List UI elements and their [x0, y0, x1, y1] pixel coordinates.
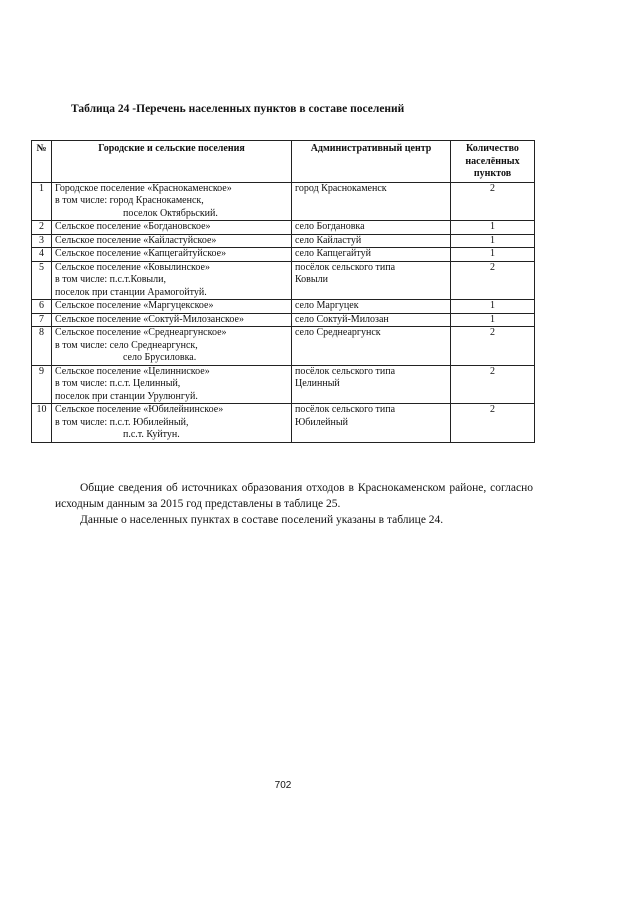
settlement-line: Сельское поселение «Капцегайтуйское»: [55, 248, 227, 259]
row-settlement: [52, 300, 292, 314]
settlements-table: [31, 140, 535, 443]
header-count: [451, 141, 535, 183]
header-center: Административный центр: [292, 141, 451, 183]
row-center: [292, 365, 451, 404]
table-row: [32, 234, 535, 248]
paragraph-waste-sources: Общие сведения об источниках образования отходов в Краснокаменском районе, согласно исходным данным за 2015 год представлены в таблице 25.: [55, 482, 533, 510]
row-num: 7: [32, 313, 52, 327]
center-line: город Краснокаменск: [295, 182, 387, 194]
row-count: 1: [451, 313, 535, 327]
row-settlement: [52, 404, 292, 443]
center-line: село Среднеаргунск: [295, 327, 381, 338]
row-count: 1: [451, 248, 535, 262]
row-count: 2: [451, 365, 535, 404]
settlement-line: в том числе: п.с.т.Ковыли,: [55, 274, 166, 285]
table-row: [32, 300, 535, 314]
row-settlement: [52, 248, 292, 262]
settlement-line: Городское поселение «Краснокаменское»: [55, 182, 232, 194]
settlement-line: Сельское поселение «Юбилейнинское»: [55, 404, 224, 415]
row-center: [292, 221, 451, 235]
settlement-line: Сельское поселение «Богдановское»: [55, 221, 211, 232]
row-count: 2: [451, 327, 535, 366]
table-header-row: [32, 141, 535, 183]
settlement-line: в том числе: п.с.т. Юбилейный,: [55, 416, 189, 428]
settlement-line: Сельское поселение «Целинниское»: [55, 365, 210, 377]
row-settlement: [52, 365, 292, 404]
center-line: посёлок сельского типа: [295, 404, 396, 415]
center-line: Целинный: [295, 378, 340, 389]
table-row: [32, 261, 535, 300]
center-line: село Богдановка: [295, 221, 365, 232]
row-center: [292, 404, 451, 443]
body-text: [55, 480, 533, 528]
table-row: [32, 313, 535, 327]
center-line: село Кайластуй: [295, 234, 362, 246]
row-num: 6: [32, 300, 52, 314]
center-line: посёлок сельского типа: [295, 365, 396, 377]
center-line: село Капцегайтуй: [295, 248, 371, 259]
row-count: 1: [451, 221, 535, 235]
row-count: 1: [451, 234, 535, 248]
center-line: село Маргуцек: [295, 300, 359, 311]
row-count: 1: [451, 300, 535, 314]
row-settlement: [52, 327, 292, 366]
center-line: село Соктуй-Милозан: [295, 313, 389, 325]
row-num: 4: [32, 248, 52, 262]
row-center: [292, 234, 451, 248]
center-line: посёлок сельского типа: [295, 261, 396, 273]
row-center: [292, 327, 451, 366]
settlement-line: поселок при станции Урулюнгуй.: [55, 390, 198, 402]
table-row: [32, 365, 535, 404]
row-num: 2: [32, 221, 52, 235]
row-settlement: [52, 234, 292, 248]
row-settlement: [52, 261, 292, 300]
row-num: 5: [32, 261, 52, 300]
row-settlement: [52, 313, 292, 327]
settlement-line: в том числе: село Среднеаргунск,: [55, 339, 198, 351]
settlement-line: поселок при станции Арамогойтуй.: [55, 286, 207, 298]
table-row: [32, 404, 535, 443]
center-line: Ковыли: [295, 274, 328, 285]
settlement-line: Сельское поселение «Соктуй-Милозанское»: [55, 313, 244, 325]
row-center: [292, 248, 451, 262]
header-count-line-1: Количество: [466, 143, 519, 154]
row-count: 2: [451, 261, 535, 300]
table-title: Таблица 24 -Перечень населенных пунктов в составе поселений: [71, 103, 405, 115]
row-count: 2: [451, 182, 535, 221]
table-row: [32, 221, 535, 235]
settlement-line: Сельское поселение «Маргуцекское»: [55, 300, 214, 311]
row-center: [292, 182, 451, 221]
row-center: [292, 261, 451, 300]
row-num: 8: [32, 327, 52, 366]
settlement-line: в том числе: п.с.т. Целинный,: [55, 378, 181, 389]
row-num: 10: [32, 404, 52, 443]
settlement-line: Сельское поселение «Среднеаргунское»: [55, 327, 227, 338]
settlement-line: Сельское поселение «Кайластуйское»: [55, 234, 217, 246]
settlement-line: п.с.т. Куйтун.: [123, 429, 180, 440]
row-num: 3: [32, 234, 52, 248]
paragraph-settlements-reference: Данные о населенных пунктах в составе поселений указаны в таблице 24.: [80, 514, 444, 526]
header-settlements: Городские и сельские поселения: [52, 141, 292, 183]
table-row: [32, 248, 535, 262]
header-count-line-3: пунктов: [473, 168, 512, 179]
row-center: [292, 313, 451, 327]
page-number: 702: [274, 780, 292, 791]
center-line: Юбилейный: [295, 416, 348, 428]
row-settlement: [52, 221, 292, 235]
settlement-line: поселок Октябрьский.: [123, 207, 218, 219]
row-num: 1: [32, 182, 52, 221]
settlement-line: село Брусиловка.: [123, 352, 197, 363]
table-row: [32, 327, 535, 366]
row-center: [292, 300, 451, 314]
settlement-line: в том числе: город Краснокаменск,: [55, 195, 204, 206]
table-row: [32, 182, 535, 221]
header-num: №: [32, 141, 52, 183]
settlement-line: Сельское поселение «Ковылинское»: [55, 261, 210, 273]
row-settlement: [52, 182, 292, 221]
row-num: 9: [32, 365, 52, 404]
header-count-line-2: населённых: [465, 155, 520, 167]
row-count: 2: [451, 404, 535, 443]
